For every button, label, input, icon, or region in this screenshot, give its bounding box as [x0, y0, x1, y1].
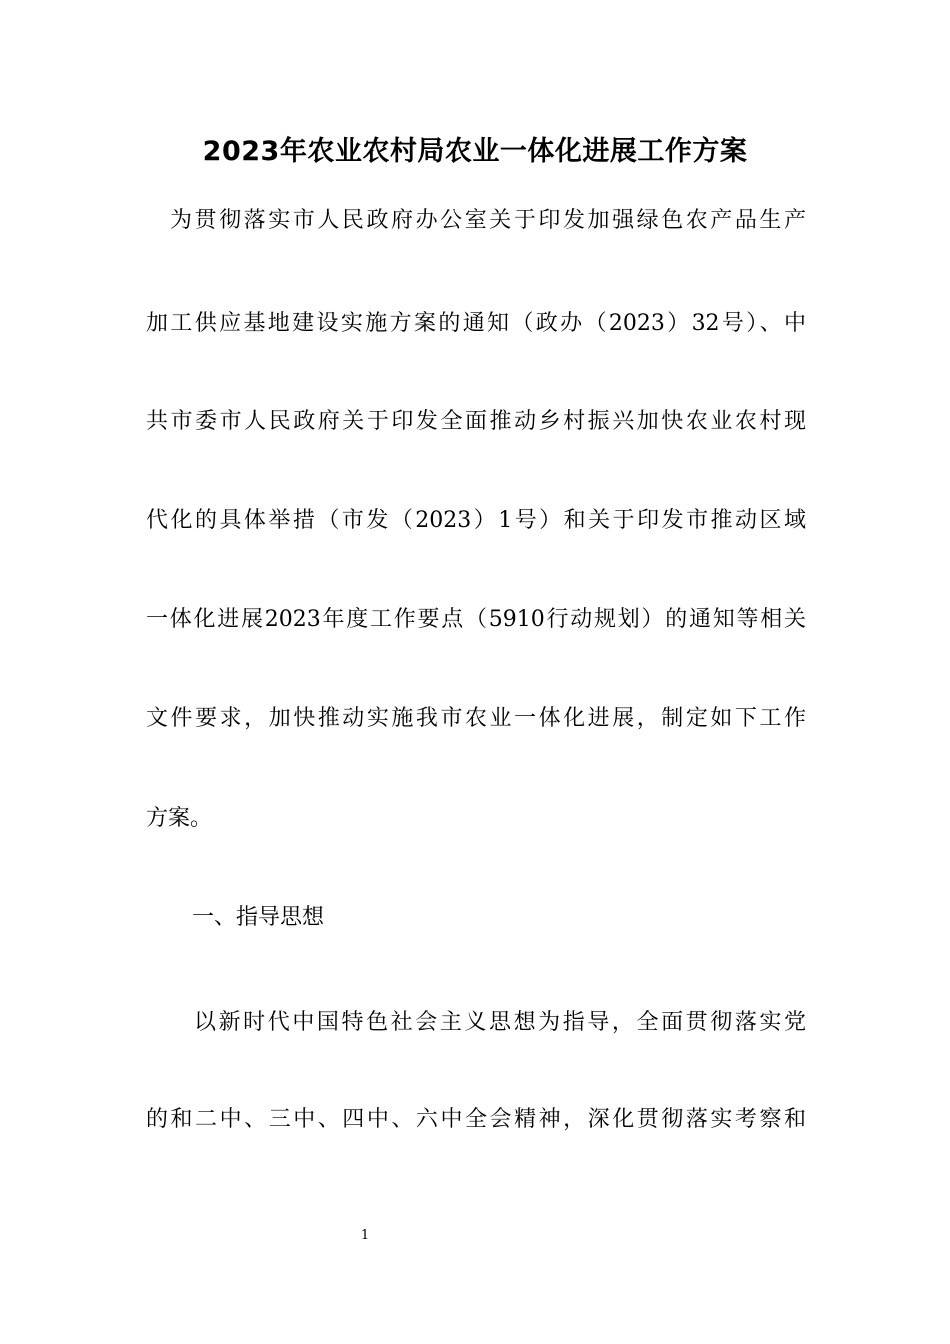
intro-line-7: 方案。 [146, 806, 213, 831]
intro-line-4: 代化的具体举措（市发（2023）1号）和关于印发市推动区域 [146, 508, 806, 533]
section-line-1: 以新时代中国特色社会主义思想为指导，全面贯彻落实党 [194, 1010, 806, 1035]
intro-line-5: 一体化进展2023年度工作要点（5910行动规划）的通知等相关 [146, 607, 806, 632]
intro-line-6: 文件要求，加快推动实施我市农业一体化进展，制定如下工作 [146, 706, 806, 731]
intro-line-2: 加工供应基地建设实施方案的通知（政办（2023）32号）、中 [146, 311, 806, 336]
intro-line-3: 共市委市人民政府关于印发全面推动乡村振兴加快农业农村现 [146, 409, 806, 434]
section-line-2: 的和二中、三中、四中、六中全会精神，深化贯彻落实考察和 [146, 1107, 806, 1132]
page-number: 1 [360, 1228, 370, 1243]
section-heading: 一、指导思想 [192, 905, 325, 930]
intro-line-1: 为贯彻落实市人民政府办公室关于印发加强绿色农产品生产 [170, 208, 806, 233]
document-title: 2023年农业农村局农业一体化进展工作方案 [202, 136, 748, 167]
